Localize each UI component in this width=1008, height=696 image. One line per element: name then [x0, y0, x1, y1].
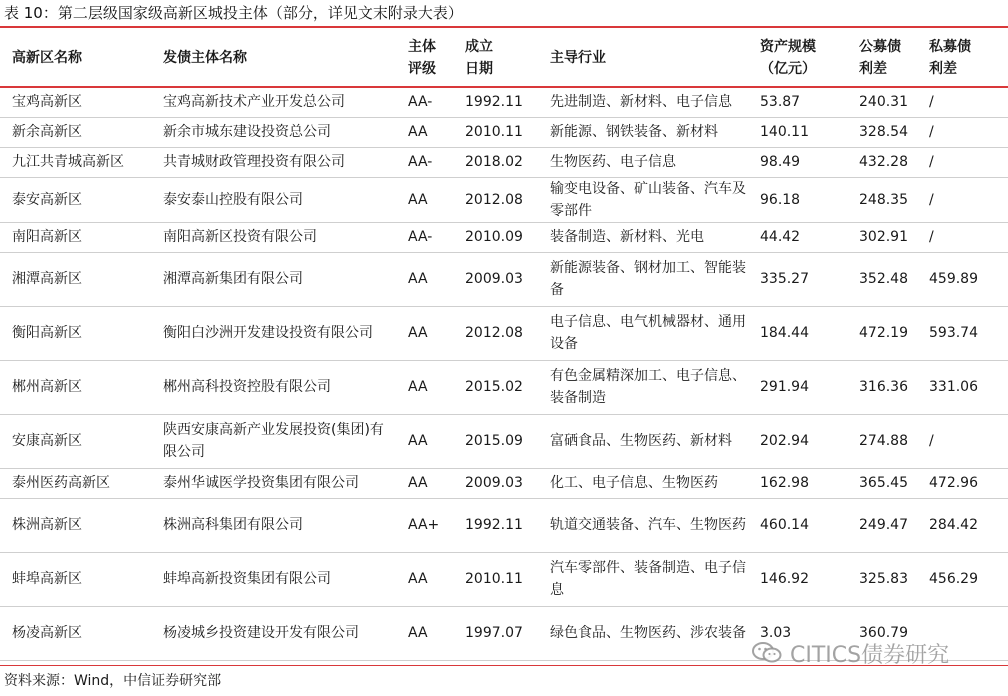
col-header-founded: [453, 30, 538, 87]
col-header-rating: [396, 30, 453, 87]
cell-issuer-name: 泰安泰山控股有限公司: [151, 177, 396, 222]
cell-issuer-name: 蚌埠高新投资集团有限公司: [151, 552, 396, 606]
cell-assets: 162.98: [748, 468, 847, 498]
cell-issuer-name: 南阳高新区投资有限公司: [151, 222, 396, 252]
col-header-line: 成立: [465, 39, 493, 55]
cell-rating: AA: [396, 177, 453, 222]
cell-industry: 轨道交通装备、汽车、生物医药: [538, 498, 748, 552]
cell-assets: 291.94: [748, 360, 847, 414]
cell-industry: 富硒食品、生物医药、新材料: [538, 414, 748, 468]
col-header-line: 主体: [408, 39, 436, 55]
col-header-zone-name: [0, 30, 151, 87]
cell-public-spread: 432.28: [847, 147, 917, 177]
cell-industry: 新能源、钢铁装备、新材料: [538, 117, 748, 147]
cell-private-spread: /: [917, 414, 1008, 468]
cell-issuer-name: 衡阳白沙洲开发建设投资有限公司: [151, 306, 396, 360]
cell-zone-name: 新余高新区: [0, 117, 151, 147]
cell-zone-name: 安康高新区: [0, 414, 151, 468]
cell-founded: 2010.09: [453, 222, 538, 252]
col-header-line: （亿元）: [760, 61, 816, 77]
source-note: 资料来源：Wind，中信证券研究部: [4, 673, 222, 689]
cell-rating: AA: [396, 360, 453, 414]
cell-industry: 有色金属精深加工、电子信息、装备制造: [538, 360, 748, 414]
cell-industry: 汽车零部件、装备制造、电子信息: [538, 552, 748, 606]
cell-founded: 1992.11: [453, 498, 538, 552]
table-row: [0, 306, 1008, 360]
cell-zone-name: 九江共青城高新区: [0, 147, 151, 177]
cell-industry: 生物医药、电子信息: [538, 147, 748, 177]
table-row: [0, 414, 1008, 468]
cell-public-spread: 328.54: [847, 117, 917, 147]
cell-founded: 1997.07: [453, 606, 538, 660]
cell-assets: 146.92: [748, 552, 847, 606]
col-header-line: 评级: [408, 61, 436, 77]
cell-issuer-name: 杨凌城乡投资建设开发有限公司: [151, 606, 396, 660]
cell-assets: 53.87: [748, 87, 847, 117]
cell-private-spread: /: [917, 222, 1008, 252]
cell-rating: AA: [396, 468, 453, 498]
col-header-line: 发债主体名称: [163, 50, 247, 66]
cell-rating: AA+: [396, 498, 453, 552]
cell-rating: AA-: [396, 87, 453, 117]
cell-zone-name: 南阳高新区: [0, 222, 151, 252]
cell-public-spread: 472.19: [847, 306, 917, 360]
cell-rating: AA: [396, 252, 453, 306]
cell-industry: 装备制造、新材料、光电: [538, 222, 748, 252]
cell-assets: 98.49: [748, 147, 847, 177]
watermark-text: CITICS债券研究: [790, 642, 950, 668]
cell-private-spread: 284.42: [917, 498, 1008, 552]
cell-zone-name: 蚌埠高新区: [0, 552, 151, 606]
cell-issuer-name: 共青城财政管理投资有限公司: [151, 147, 396, 177]
cell-private-spread: 456.29: [917, 552, 1008, 606]
table-row: [0, 552, 1008, 606]
cell-founded: 2015.02: [453, 360, 538, 414]
table-header: [0, 30, 1008, 87]
col-header-line: 日期: [465, 61, 493, 77]
cell-founded: 2012.08: [453, 177, 538, 222]
header-row: [0, 30, 1008, 87]
cell-issuer-name: 新余市城东建设投资总公司: [151, 117, 396, 147]
col-header-line: 主导行业: [550, 50, 606, 66]
cell-industry: 输变电设备、矿山装备、汽车及零部件: [538, 177, 748, 222]
cell-assets: 460.14: [748, 498, 847, 552]
cell-private-spread: /: [917, 117, 1008, 147]
table-row: [0, 360, 1008, 414]
table-row: [0, 252, 1008, 306]
cell-assets: 96.18: [748, 177, 847, 222]
cell-public-spread: 325.83: [847, 552, 917, 606]
col-header-line: 高新区名称: [12, 50, 82, 66]
cell-founded: 2018.02: [453, 147, 538, 177]
table-caption: 表 10：第二层级国家级高新区城投主体（部分，详见文末附录大表）: [4, 4, 463, 22]
cell-rating: AA: [396, 606, 453, 660]
cell-assets: 202.94: [748, 414, 847, 468]
cell-issuer-name: 泰州华诚医学投资集团有限公司: [151, 468, 396, 498]
col-header-public-spread: [847, 30, 917, 87]
col-header-line: 公募债: [859, 39, 901, 55]
cell-industry: 化工、电子信息、生物医药: [538, 468, 748, 498]
col-header-private-spread: [917, 30, 1008, 87]
cell-industry: 先进制造、新材料、电子信息: [538, 87, 748, 117]
cell-private-spread: 459.89: [917, 252, 1008, 306]
cell-public-spread: 316.36: [847, 360, 917, 414]
cell-zone-name: 泰州医药高新区: [0, 468, 151, 498]
cell-private-spread: /: [917, 87, 1008, 117]
cell-rating: AA: [396, 414, 453, 468]
table-row: [0, 87, 1008, 117]
table-row: [0, 498, 1008, 552]
cell-public-spread: 360.79: [847, 606, 917, 660]
cell-founded: 2012.08: [453, 306, 538, 360]
cell-assets: 184.44: [748, 306, 847, 360]
cell-founded: 2015.09: [453, 414, 538, 468]
cell-founded: 2010.11: [453, 552, 538, 606]
cell-assets: 140.11: [748, 117, 847, 147]
cell-founded: 2009.03: [453, 252, 538, 306]
table-row: [0, 147, 1008, 177]
cell-founded: 1992.11: [453, 87, 538, 117]
cell-industry: 新能源装备、钢材加工、智能装备: [538, 252, 748, 306]
cell-rating: AA: [396, 306, 453, 360]
cell-zone-name: 株洲高新区: [0, 498, 151, 552]
cell-private-spread: /: [917, 147, 1008, 177]
cell-private-spread: 472.96: [917, 468, 1008, 498]
watermark: [752, 636, 949, 670]
spreadsheet-table: [0, 30, 1008, 661]
cell-public-spread: 352.48: [847, 252, 917, 306]
cell-private-spread: 331.06: [917, 360, 1008, 414]
cell-zone-name: 湘潭高新区: [0, 252, 151, 306]
table-row: [0, 117, 1008, 147]
wechat-icon: [752, 641, 782, 665]
cell-industry: 电子信息、电气机械器材、通用设备: [538, 306, 748, 360]
table-body: [0, 87, 1008, 660]
cell-public-spread: 248.35: [847, 177, 917, 222]
cell-rating: AA-: [396, 222, 453, 252]
cell-issuer-name: 株洲高科集团有限公司: [151, 498, 396, 552]
cell-founded: 2010.11: [453, 117, 538, 147]
cell-public-spread: 240.31: [847, 87, 917, 117]
table-row: [0, 222, 1008, 252]
cell-public-spread: 365.45: [847, 468, 917, 498]
cell-issuer-name: 郴州高科投资控股有限公司: [151, 360, 396, 414]
cell-industry: 绿色食品、生物医药、涉农装备: [538, 606, 748, 660]
cell-rating: AA-: [396, 147, 453, 177]
cell-zone-name: 衡阳高新区: [0, 306, 151, 360]
cell-founded: 2009.03: [453, 468, 538, 498]
cell-issuer-name: 宝鸡高新技术产业开发总公司: [151, 87, 396, 117]
cell-public-spread: 274.88: [847, 414, 917, 468]
col-header-line: 利差: [859, 61, 887, 77]
cell-zone-name: 杨凌高新区: [0, 606, 151, 660]
cell-rating: AA: [396, 552, 453, 606]
top-rule: [0, 26, 1008, 28]
table-row: [0, 468, 1008, 498]
cell-zone-name: 郴州高新区: [0, 360, 151, 414]
table-row: [0, 177, 1008, 222]
cell-private-spread: /: [917, 177, 1008, 222]
cell-issuer-name: 陕西安康高新产业发展投资(集团)有限公司: [151, 414, 396, 468]
col-header-line: 私募债: [929, 39, 971, 55]
cell-assets: 335.27: [748, 252, 847, 306]
cell-assets: 44.42: [748, 222, 847, 252]
cell-public-spread: 302.91: [847, 222, 917, 252]
col-header-line: 利差: [929, 61, 957, 77]
col-header-issuer-name: [151, 30, 396, 87]
cell-assets: 3.03: [748, 606, 847, 660]
cell-public-spread: 249.47: [847, 498, 917, 552]
col-header-industry: [538, 30, 748, 87]
col-header-line: 资产规模: [760, 39, 816, 55]
cell-zone-name: 宝鸡高新区: [0, 87, 151, 117]
cell-rating: AA: [396, 117, 453, 147]
cell-private-spread: 593.74: [917, 306, 1008, 360]
cell-zone-name: 泰安高新区: [0, 177, 151, 222]
cell-issuer-name: 湘潭高新集团有限公司: [151, 252, 396, 306]
col-header-assets: [748, 30, 847, 87]
